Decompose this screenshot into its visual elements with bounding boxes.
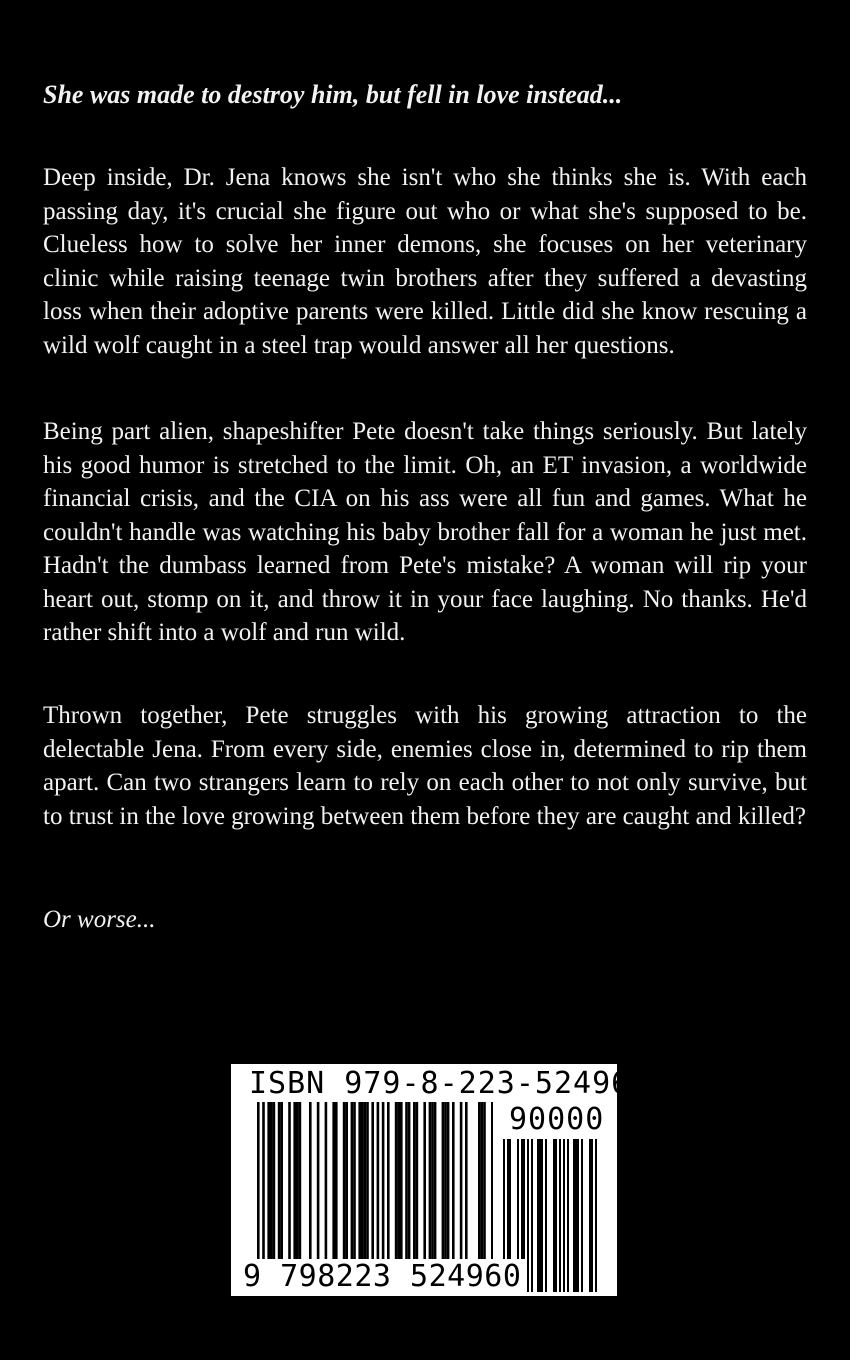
barcode-bar — [413, 1102, 416, 1260]
barcode-bar — [317, 1102, 320, 1260]
barcode-bar — [267, 1102, 270, 1260]
barcode-bar — [353, 1102, 356, 1260]
barcode-bar — [343, 1102, 346, 1260]
addon-bar — [541, 1139, 543, 1292]
barcode-bar — [335, 1102, 338, 1260]
addon-bar — [575, 1139, 577, 1292]
barcode-bar — [309, 1102, 312, 1260]
barcode-bar — [273, 1102, 276, 1260]
barcode-bar — [325, 1102, 328, 1260]
addon-bar — [527, 1139, 529, 1292]
barcode-bar — [491, 1102, 493, 1260]
barcode-bar — [452, 1102, 455, 1260]
barcode-bar — [431, 1102, 434, 1260]
addon-bar — [537, 1139, 539, 1292]
barcode-bar — [397, 1102, 400, 1260]
barcode-bar — [465, 1102, 468, 1260]
ean-digits: 9 798223 524960 — [243, 1259, 525, 1294]
barcode-bar — [288, 1102, 291, 1260]
barcode-bar — [299, 1102, 302, 1260]
addon-bar — [539, 1139, 541, 1292]
barcode-bar — [361, 1102, 364, 1260]
addon-bar — [555, 1139, 557, 1292]
barcode-bar — [364, 1102, 367, 1260]
barcode-bar — [408, 1102, 411, 1260]
barcode-bar — [351, 1102, 354, 1260]
addon-bar — [567, 1139, 569, 1292]
closing-line: Or worse... — [43, 906, 156, 933]
barcode-bar — [478, 1102, 481, 1260]
barcode-bar — [434, 1102, 437, 1260]
blurb-paragraph-1: Deep inside, Dr. Jena knows she isn't who she thinks she is. With each passing day, it's crucial she figure out who or what she's supposed to be. Clueless how to solve her inner demons, she focuses on her veterinary clinic while raising teenage twin brothers after they suffered a devasting loss when their adoptive parents were killed. Little did she know rescuing a wild wolf caught in a steel trap would answer all her questions. — [43, 164, 807, 359]
barcode-bar — [395, 1102, 398, 1260]
addon-bar — [553, 1139, 555, 1292]
blurb-paragraph-2: Being part alien, shapeshifter Pete doesn't take things seriously. But lately his good humor is stretched to the limit. Oh, an ET invasion, a worldwide financial crisis, and the CIA on his ass were all fun and games. What he couldn't handle was watching his baby brother fall for a woman he just met. Hadn't the dumbass learned from Pete's mistake? A woman will rip your heart out, stomp on it, and throw it in your face laughing. No thanks. He'd rather shift into a wolf and run wild. — [43, 418, 807, 646]
barcode-bar — [429, 1102, 432, 1260]
barcode-bar — [416, 1102, 419, 1260]
barcode-bar — [371, 1102, 374, 1260]
barcode-bar — [332, 1102, 335, 1260]
addon-bar — [563, 1139, 565, 1292]
barcode-bar — [296, 1102, 299, 1260]
barcode-bar — [358, 1102, 361, 1260]
addon-bar — [589, 1139, 591, 1292]
barcode-bar — [400, 1102, 403, 1260]
barcode-bar — [447, 1102, 450, 1260]
barcode-bar — [366, 1102, 369, 1260]
barcode-bar — [345, 1102, 348, 1260]
addon-bar — [591, 1139, 593, 1292]
barcode-bar — [405, 1102, 408, 1260]
barcode-bar — [270, 1102, 273, 1260]
barcode-bar — [280, 1102, 283, 1260]
barcode-bar — [460, 1102, 463, 1260]
addon-bar — [559, 1139, 561, 1292]
addon-bar — [531, 1139, 533, 1292]
barcode-bar — [387, 1102, 390, 1260]
addon-bar — [545, 1139, 547, 1292]
barcode-bar — [442, 1102, 445, 1260]
addon-bar — [581, 1139, 583, 1292]
addon-bar — [577, 1139, 579, 1292]
blurb-paragraph-3: Thrown together, Pete struggles with his growing attraction to the delectable Jena. From every side, enemies close in, determined to rip them apart. Can two strangers learn to rely on each other to not only survive, but to trust in the love growing between them before they are caught and killed? — [43, 702, 807, 830]
tagline: She was made to destroy him, but fell in love instead... — [43, 80, 623, 109]
barcode-bar — [278, 1102, 281, 1260]
barcode-bar — [481, 1102, 484, 1260]
isbn-barcode — [231, 1064, 669, 1296]
isbn-label: ISBN 979-8-223-52496-0 — [249, 1066, 669, 1101]
barcode-bar — [483, 1102, 486, 1260]
addon-bar — [573, 1139, 575, 1292]
barcode-bar — [444, 1102, 447, 1260]
price-code-label: 90000 — [509, 1102, 605, 1137]
barcode-bar — [293, 1102, 296, 1260]
addon-bar — [595, 1139, 597, 1292]
barcode-bar — [423, 1102, 426, 1260]
